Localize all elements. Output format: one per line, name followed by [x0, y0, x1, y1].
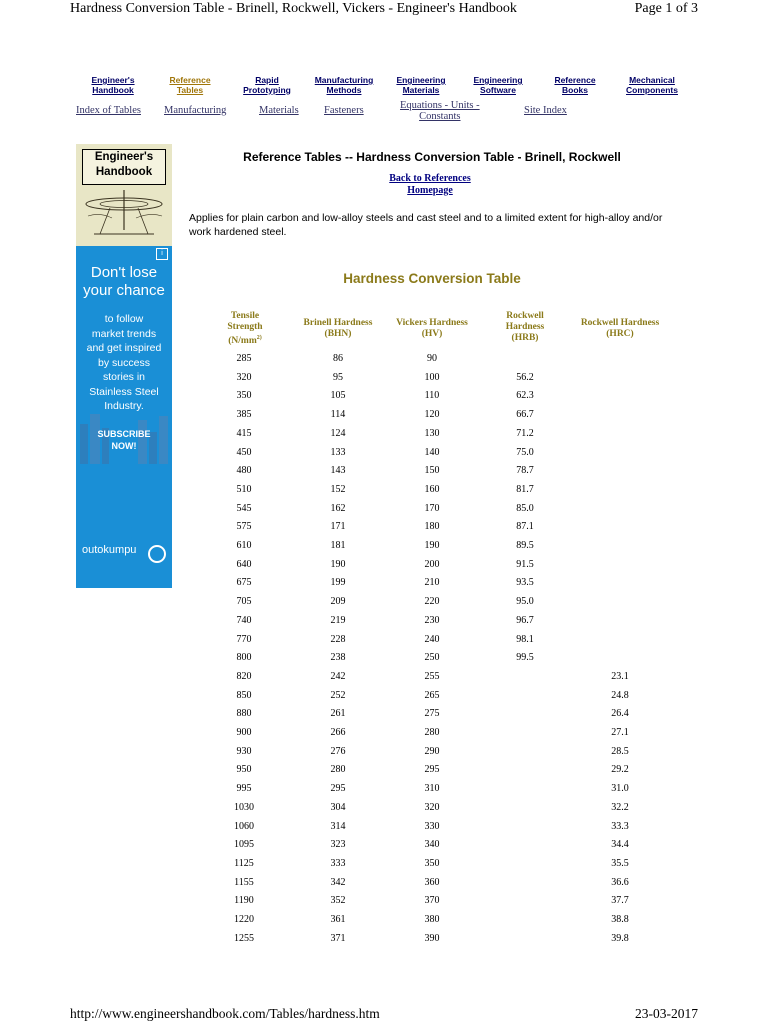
cell-brinell: 228: [330, 633, 346, 645]
cell-tensile: 610: [236, 540, 252, 551]
cell-vickers: 190: [424, 540, 440, 551]
cell-tensile: 415: [236, 427, 252, 439]
cell-hrb: 75.0: [516, 446, 534, 458]
cell-vickers: 140: [424, 446, 440, 458]
cell-vickers: 340: [424, 839, 440, 851]
cell-brinell: 209: [330, 596, 346, 608]
cell-vickers: 275: [424, 708, 440, 720]
cell-hrb: 91.5: [516, 558, 534, 570]
ad-subscribe-button[interactable]: SUBSCRIBE NOW!: [97, 429, 151, 451]
cell-hrc: 34.4: [611, 839, 629, 851]
cell-brinell: 95: [333, 371, 343, 383]
cell-tensile: 1190: [234, 895, 254, 907]
header-tensile-strength: [210, 311, 280, 347]
cell-hrb: 62.3: [516, 390, 534, 402]
nav-reference-tables[interactable]: Reference Tables: [169, 75, 211, 95]
nav-site-index[interactable]: Site Index: [524, 105, 567, 116]
cell-brinell: 143: [330, 465, 346, 477]
cell-tensile: 1125: [234, 857, 254, 869]
cell-hrb: 81.7: [516, 483, 534, 495]
ad-handbook-panel: [76, 144, 172, 246]
nav-equations-units-constants[interactable]: Equations - Units - Constants: [400, 100, 480, 122]
cell-vickers: 370: [424, 895, 440, 907]
header-tensile-superscript: 2): [256, 335, 262, 341]
cell-brinell: 181: [330, 540, 346, 551]
header-rockwell-hrb: Rockwell Hardness (HRB): [505, 311, 545, 343]
cell-tensile: 740: [236, 614, 252, 626]
nav-index-of-tables[interactable]: Index of Tables: [76, 105, 141, 116]
cell-hrc: 32.2: [611, 801, 629, 813]
cell-vickers: 290: [424, 745, 440, 757]
intro-paragraph: Applies for plain carbon and low-alloy steels and cast steel and to a limited extent for high-alloy and/or work hardened steel.: [189, 212, 663, 238]
nav-fasteners[interactable]: Fasteners: [324, 105, 364, 116]
cell-brinell: 361: [330, 914, 346, 925]
cell-brinell: 219: [330, 614, 346, 626]
cell-hrb: 85.0: [516, 502, 534, 514]
cell-tensile: 510: [236, 483, 252, 495]
nav-engineering-software[interactable]: Engineering Software: [473, 75, 523, 95]
cell-vickers: 265: [424, 689, 440, 701]
cell-hrc: 39.8: [611, 932, 629, 944]
cell-tensile: 880: [236, 708, 252, 720]
cell-tensile: 850: [236, 689, 252, 701]
cell-hrc: 35.5: [611, 857, 629, 869]
cell-brinell: 314: [330, 820, 346, 832]
cell-hrc: 38.8: [611, 914, 629, 925]
helicopter-sketch-icon: [80, 186, 168, 244]
cell-brinell: 371: [330, 932, 346, 944]
cell-vickers: 380: [424, 914, 440, 925]
cell-tensile: 450: [236, 446, 252, 458]
cell-brinell: 261: [330, 708, 346, 720]
cell-vickers: 330: [424, 820, 440, 832]
cell-hrb: 71.2: [516, 427, 534, 439]
cell-hrc: 37.7: [611, 895, 629, 907]
nav-materials[interactable]: Materials: [259, 105, 299, 116]
cell-brinell: 86: [333, 353, 343, 364]
cell-tensile: 800: [236, 652, 252, 664]
cell-hrc: 31.0: [611, 783, 629, 795]
cell-tensile: 350: [236, 390, 252, 402]
cell-hrc: 23.1: [611, 670, 629, 682]
cell-vickers: 210: [424, 577, 440, 589]
cell-tensile: 705: [236, 596, 252, 608]
cell-tensile: 640: [236, 558, 252, 570]
cell-tensile: 770: [236, 633, 252, 645]
header-vickers: Vickers Hardness (HV): [396, 318, 468, 339]
cell-hrb: 78.7: [516, 465, 534, 477]
cell-vickers: 360: [424, 876, 440, 888]
cell-hrc: 24.8: [611, 689, 629, 701]
ad-brand-logo: outokumpu: [82, 544, 137, 556]
cell-tensile: 930: [236, 745, 252, 757]
print-footer-url: http://www.engineershandbook.com/Tables/hardness.htm: [70, 1006, 380, 1021]
cell-vickers: 350: [424, 857, 440, 869]
cell-tensile: 320: [236, 371, 252, 383]
cell-brinell: 124: [330, 427, 346, 439]
cell-tensile: 820: [236, 670, 252, 682]
cell-hrc: 29.2: [611, 764, 629, 776]
cell-vickers: 240: [424, 633, 440, 645]
ad-handbook-text: Engineer's Handbook: [94, 151, 154, 178]
cell-brinell: 171: [330, 521, 346, 533]
print-header-title: Hardness Conversion Table - Brinell, Rockwell, Vickers - Engineer's Handbook: [70, 1, 517, 16]
cell-tensile: 285: [236, 353, 252, 364]
cell-tensile: 1155: [234, 876, 254, 888]
cell-tensile: 675: [236, 577, 252, 589]
cell-hrc: 26.4: [611, 708, 629, 720]
page-title: Reference Tables -- Hardness Conversion Table - Brinell, Rockwell: [243, 150, 621, 164]
cell-brinell: 105: [330, 390, 346, 402]
cell-vickers: 90: [427, 353, 437, 364]
nav-mechanical-components[interactable]: Mechanical Components: [626, 75, 678, 95]
cell-hrb: 56.2: [516, 371, 534, 383]
cell-tensile: 995: [236, 783, 252, 795]
cell-vickers: 160: [424, 483, 440, 495]
cell-tensile: 1030: [234, 801, 254, 813]
header-tensile-text: Tensile Strength (N/mm: [227, 311, 263, 347]
cell-brinell: 342: [330, 876, 346, 888]
cell-tensile: 545: [236, 502, 252, 514]
header-brinell: Brinell Hardness (BHN): [303, 318, 373, 339]
cell-vickers: 255: [424, 670, 440, 682]
cell-hrb: 87.1: [516, 521, 534, 533]
cell-vickers: 230: [424, 614, 440, 626]
ad-handbook-label: [82, 149, 166, 185]
nav-rapid-prototyping[interactable]: Rapid Prototyping: [243, 75, 291, 95]
cell-hrb: 93.5: [516, 577, 534, 589]
cell-brinell: 323: [330, 839, 346, 851]
cell-vickers: 100: [424, 371, 440, 383]
cell-hrb: 98.1: [516, 633, 534, 645]
header-rockwell-hrc: Rockwell Hardness (HRC): [580, 318, 660, 339]
cell-brinell: 252: [330, 689, 346, 701]
cell-brinell: 280: [330, 764, 346, 776]
cell-vickers: 150: [424, 465, 440, 477]
cell-tensile: 1060: [234, 820, 254, 832]
cell-brinell: 133: [330, 446, 346, 458]
cell-tensile: 575: [236, 521, 252, 533]
print-header: [0, 0, 768, 20]
print-footer-date: 23-03-2017: [635, 1006, 698, 1021]
cell-brinell: 152: [330, 483, 346, 495]
cell-vickers: 320: [424, 801, 440, 813]
cell-vickers: 200: [424, 558, 440, 570]
cell-brinell: 333: [330, 857, 346, 869]
cell-hrb: 89.5: [516, 540, 534, 551]
cell-brinell: 304: [330, 801, 346, 813]
cell-tensile: 1220: [234, 914, 254, 925]
cell-tensile: 1095: [234, 839, 254, 851]
cell-vickers: 110: [424, 390, 440, 402]
nav-manufacturing-methods[interactable]: Manufacturing Methods: [314, 75, 374, 95]
cell-tensile: 385: [236, 409, 252, 421]
cell-vickers: 295: [424, 764, 440, 776]
advertisement-banner[interactable]: [76, 144, 172, 588]
cell-tensile: 480: [236, 465, 252, 477]
cell-vickers: 390: [424, 932, 440, 944]
cell-vickers: 250: [424, 652, 440, 664]
cell-brinell: 352: [330, 895, 346, 907]
cell-hrc: 33.3: [611, 820, 629, 832]
ad-headline: Don't lose your chance: [83, 264, 165, 299]
cell-brinell: 242: [330, 670, 346, 682]
cell-hrc: 27.1: [611, 727, 629, 738]
cell-tensile: 950: [236, 764, 252, 776]
cell-vickers: 280: [424, 727, 440, 738]
cell-hrc: 36.6: [611, 876, 629, 888]
nav-engineers-handbook[interactable]: Engineer's Handbook: [91, 75, 135, 95]
cell-brinell: 190: [330, 558, 346, 570]
secondary-nav: [70, 100, 610, 126]
cell-brinell: 162: [330, 502, 346, 514]
back-to-references-link[interactable]: Back to References Homepage: [389, 173, 471, 196]
print-header-page-number: Page 1 of 3: [634, 1, 698, 16]
cell-tensile: 900: [236, 727, 252, 738]
cell-vickers: 220: [424, 596, 440, 608]
cell-hrb: 95.0: [516, 596, 534, 608]
adchoices-icon[interactable]: i: [156, 248, 168, 260]
cell-brinell: 199: [330, 577, 346, 589]
cell-vickers: 130: [424, 427, 440, 439]
ad-body-text: to follow market trends and get inspired by success stories in Stainless Steel Industry.: [86, 313, 162, 412]
outokumpu-logo-icon: [148, 545, 166, 563]
nav-manufacturing[interactable]: Manufacturing: [164, 105, 227, 116]
nav-engineering-materials[interactable]: Engineering Materials: [396, 75, 446, 95]
cell-brinell: 114: [330, 409, 346, 421]
cell-brinell: 276: [330, 745, 346, 757]
table-title: Hardness Conversion Table: [343, 271, 521, 286]
nav-reference-books[interactable]: Reference Books: [554, 75, 596, 95]
cell-hrc: 28.5: [611, 745, 629, 757]
primary-nav: [75, 76, 695, 98]
cell-hrb: 96.7: [516, 614, 534, 626]
cell-tensile: 1255: [234, 932, 254, 944]
cell-brinell: 295: [330, 783, 346, 795]
cell-brinell: 238: [330, 652, 346, 664]
cell-vickers: 180: [424, 521, 440, 533]
cell-vickers: 310: [424, 783, 440, 795]
cell-hrb: 99.5: [516, 652, 534, 664]
cell-vickers: 120: [424, 409, 440, 421]
cell-brinell: 266: [330, 727, 346, 738]
cell-vickers: 170: [424, 502, 440, 514]
cell-hrb: 66.7: [516, 409, 534, 421]
